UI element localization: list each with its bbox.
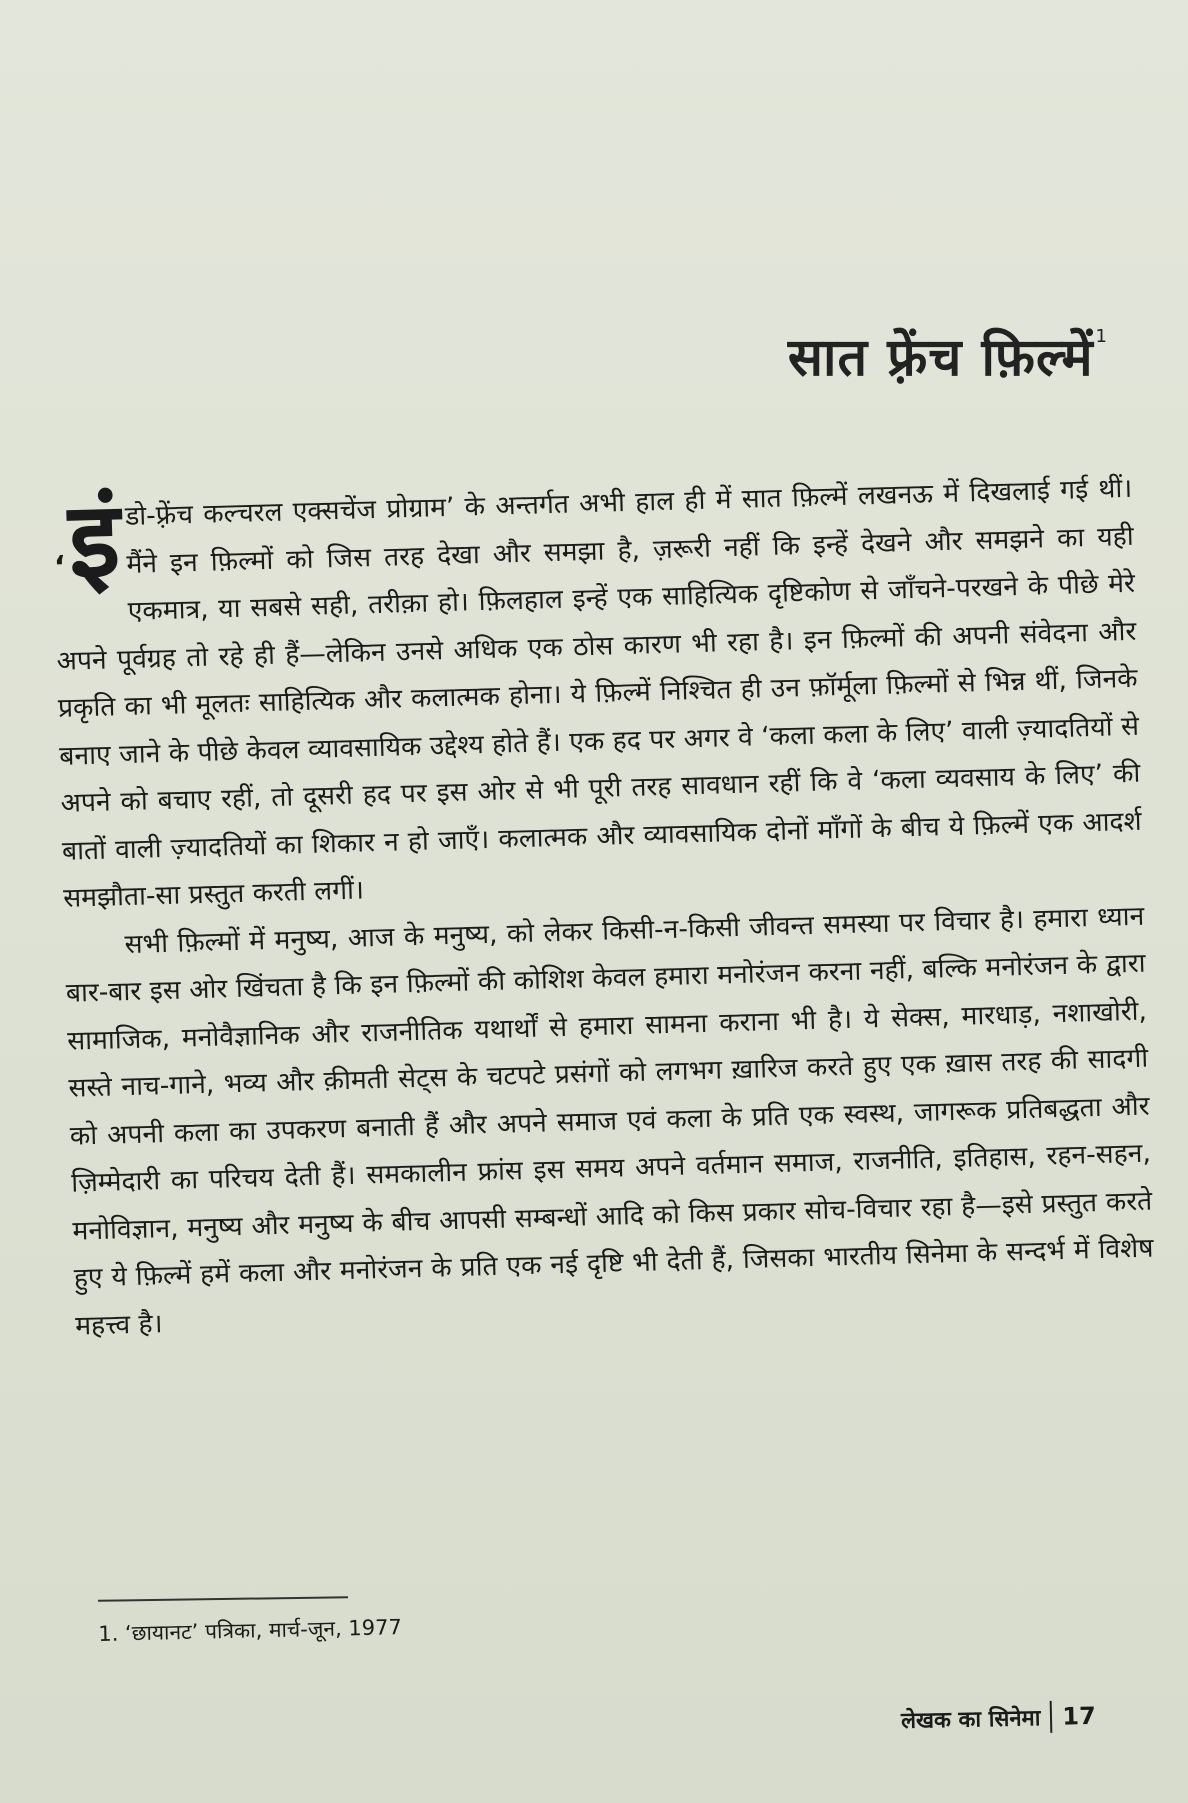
chapter-title-text: सात फ़्रेंच फ़िल्में [787, 327, 1094, 388]
drop-cap [52, 478, 122, 612]
footer-book-title: लेखक का सिनेमा [901, 1706, 1041, 1735]
paragraph-2 [64, 892, 1156, 1349]
paragraph-1-text: डो-फ़्रेंच कल्चरल एक्सचेंज प्रोग्राम’ के अन्तर्गत अभी हाल ही में सात फ़िल्में लखनऊ में दिखलाई गई थीं। मैंने इन फ़िल्मों को जिस तरह देखा और समझा है, ज़रूरी नहीं कि इन्हें देखने और समझने का यही एकमात्र, या सबसे सही, तरीक़ा हो। फ़िलहाल इन्हें एक साहित्यिक दृष्टिकोण से जाँचने-परखने के पीछे मेरे अपने पूर्वग्रह तो रहे ही हैं—लेकिन उनसे अधिक एक ठोस कारण भी रहा है। इन फ़िल्मों की अपनी संवेदना और प्रकृति का भी मूलतः साहित्यिक और कलात्मक होना। ये फ़िल्में निश्चित ही उन फ़ॉर्मूला फ़िल्मों से भिन्न थीं, जिनके बनाए जाने के पीछे केवल व्यावसायिक उद्देश्य होते हैं। एक हद पर अगर वे ‘कला कला के लिए’ वाली ज़्यादतियों से अपने को बचाए रहीं, तो दूसरी हद पर इस ओर से भी पूरी तरह सावधान रहीं कि वे ‘कला व्यवसाय के लिए’ की बातों वाली ज़्यादतियों का शिकार न हो जाएँ। कलात्मक और व्यावसायिक दोनों माँगों के बीच ये फ़िल्में एक आदर्श समझौता-सा प्रस्तुत करती लगीं। [56, 472, 1142, 914]
opening-quote: ‘ [53, 549, 66, 585]
chapter-title [788, 320, 1108, 391]
paragraph-1 [52, 465, 1144, 922]
drop-cap-letter: इं [66, 478, 122, 602]
footnote: 1. ‘छायानट’ पत्रिका, मार्च-जून, 1977 [98, 1615, 403, 1646]
footer-separator [1050, 1701, 1053, 1733]
footnote-marker: 1 [1095, 325, 1108, 347]
body-text [52, 465, 1155, 1350]
page-number: 17 [1062, 1701, 1097, 1731]
paragraph-2-text: सभी फ़िल्मों में मनुष्य, आज के मनुष्य, को लेकर किसी-न-किसी जीवन्त समस्या पर विचार है। हमारा ध्यान बार-बार इस ओर खिंचता है कि इन फ़िल्मों की कोशिश केवल हमारा मनोरंजन करना नहीं, बल्कि मनोरंजन के द्वारा सामाजिक, मनोवैज्ञानिक और राजनीतिक यथार्थों से हमारा सामना कराना भी है। ये सेक्स, मारधाड़, नशाखोरी, सस्ते नाच-गाने, भव्य और क़ीमती सेट्स के चटपटे प्रसंगों को लगभग ख़ारिज करते हुए एक ख़ास तरह की सादगी को अपनी कला का उपकरण बनाती हैं और अपने समाज एवं कला के प्रति एक स्वस्थ, जागरूक प्रतिबद्धता और ज़िम्मेदारी का परिचय देती हैं। समकालीन फ्रांस इस समय अपने वर्तमान समाज, राजनीति, इतिहास, रहन-सहन, मनोविज्ञान, मनुष्य और मनुष्य के बीच आपसी सम्बन्धों आदि को किस प्रकार सोच-विचार रहा है—इसे प्रस्तुत करते हुए ये फ़िल्में हमें कला और मनोरंजन के प्रति एक नई दृष्टि भी देती हैं, जिसका भारतीय सिनेमा के सन्दर्भ में विशेष महत्त्व है। [65, 900, 1154, 1342]
running-footer [901, 1700, 1096, 1736]
footnote-divider [98, 1596, 348, 1601]
